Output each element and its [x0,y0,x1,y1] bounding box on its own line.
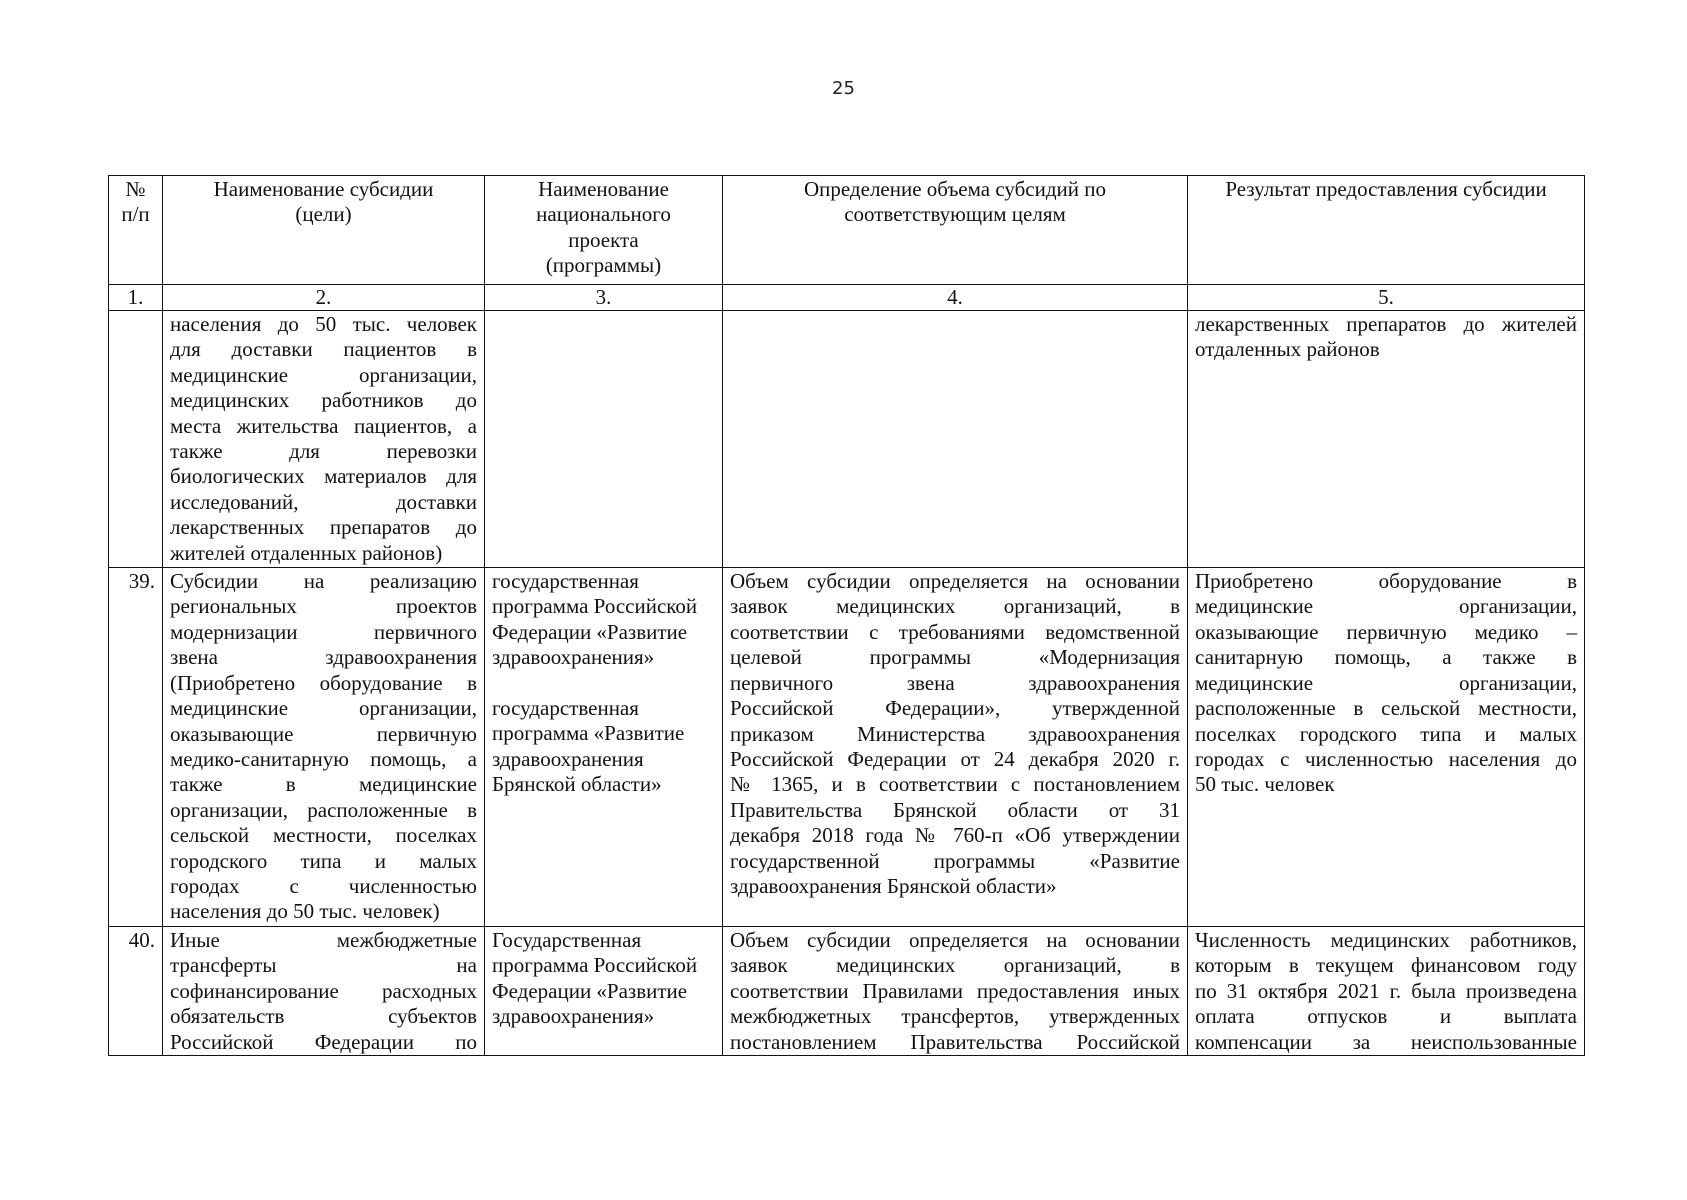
column-number: 3. [485,285,723,311]
text-line: 50 тыс. человек [1195,772,1335,797]
text-line: соответствующим целям [844,202,1066,227]
text-line: медицинские организации, [170,362,477,387]
text-line: декабря 2018 года № 760-п «Об утверждении [730,823,1180,848]
national-project-cell [485,568,723,927]
national-project-cell [485,311,723,568]
text-line: санитарную помощь, а также в [1195,645,1577,670]
text-line: межбюджетных трансфертов, утвержденных [730,1004,1180,1029]
column-number: 5. [1188,285,1585,311]
text-line: исследований, доставки [170,489,477,514]
text-line: Наименование [538,177,669,201]
text-line: соответствии Правилами предоставления иных [730,978,1180,1003]
text-line: проекта [568,227,639,252]
text-line: также в медицинские [170,772,477,797]
text-line: программа Российской [492,594,698,619]
text-line: Результат предоставления субсидии [1225,177,1547,201]
text-line: Объем субсидии определяется на основании [730,928,1180,953]
text-line: здравоохранения» [492,645,655,670]
text-line: медицинские организации, [1195,594,1577,619]
text-line: программа «Развитие [492,721,685,746]
text-line: расположенные в сельской местности, [1195,696,1577,721]
text-line: медико-санитарную помощь, а [170,746,477,771]
text-line: Российской Федерации по [170,1029,477,1054]
national-project-cell [485,927,723,1056]
text-line: национального [536,202,671,227]
text-line [492,671,715,696]
text-line: компенсации за неиспользованные [1195,1029,1577,1054]
text-line: государственной программы «Развитие [730,848,1180,873]
table-row [109,311,1585,568]
header-subsidy-name [163,176,485,285]
result-cell [1188,568,1585,927]
text-line: Определение объема субсидий по [803,177,1107,201]
subsidy-name-cell [163,568,485,927]
text-line: сельской местности, поселках [170,823,477,848]
text-line: здравоохранения [492,746,644,771]
text-line: звена здравоохранения [170,645,477,670]
text-line: Приобретено оборудование в [1195,569,1577,594]
text-line: медицинские организации, [1195,670,1577,695]
text-line: лекарственных препаратов до жителей [1195,312,1577,336]
row-number [109,311,163,568]
text-line: которым в текущем финансовом году [1195,953,1577,978]
text-line: лекарственных препаратов до [170,515,477,540]
text-line: медицинские организации, [170,696,477,721]
text-line: Наименование субсидии [213,177,434,201]
text-line: здравоохранения Брянской области» [730,873,1057,898]
text-line: Государственная [492,928,642,953]
text-line: государственная [492,569,639,594]
text-line: программа Российской [492,953,698,978]
text-line: оказывающие первичную медико – [1195,619,1577,644]
table-row [109,568,1585,927]
text-line: Субсидии на реализацию [170,569,477,594]
text-line: постановлением Правительства Российской [730,1029,1180,1054]
volume-definition-cell [723,568,1188,927]
text-line: городах с численностью [170,873,477,898]
column-number-row [109,285,1585,311]
text-line: места жительства пациентов, а [170,413,477,438]
row-number: 40. [109,927,163,1056]
text-line: медицинских работников до [170,388,477,413]
text-line: (Приобретено оборудование в [170,670,477,695]
text-line: здравоохранения» [492,1004,655,1029]
subsidy-name-cell [163,927,485,1056]
volume-definition-cell [723,927,1188,1056]
text-line: (программы) [545,253,662,278]
page-number: 25 [832,78,855,99]
table-header-row [109,176,1585,285]
text-line: Брянской области» [492,772,662,797]
text-line: № 1365, и в соответствии с постановлением [730,772,1180,797]
text-line: Федерации «Развитие [492,619,688,644]
text-line: для доставки пациентов в [170,337,477,362]
text-line: трансферты на [170,953,477,978]
text-line: населения до 50 тыс. человек [170,312,477,336]
text-line: соответствии с требованиями ведомственной [730,619,1180,644]
table-row [109,927,1585,1056]
column-number: 4. [723,285,1188,311]
text-line: региональных проектов [170,594,477,619]
header-number [109,176,163,285]
text-line: биологических материалов для [170,464,477,489]
text-line: обязательств субъектов [170,1004,477,1029]
header-result [1188,176,1585,285]
column-number: 1. [109,285,163,311]
text-line: приказом Министерства здравоохранения [730,721,1180,746]
text-line: Иные межбюджетные [170,928,477,953]
text-line: населения до 50 тыс. человек) [170,899,440,924]
text-line: государственная [492,696,639,721]
text-line: заявок медицинских организаций, в [730,594,1180,619]
result-cell [1188,311,1585,568]
text-line: также для перевозки [170,439,477,464]
text-line: целевой программы «Модернизация [730,645,1180,670]
text-line: заявок медицинских организаций, в [730,953,1180,978]
subsidy-name-cell [163,311,485,568]
text-line: Российской Федерации от 24 декабря 2020 г. [730,746,1180,771]
text-line: № [125,177,146,201]
text-line: модернизации первичного [170,619,477,644]
header-national-project [485,176,723,285]
text-line: Федерации «Развитие [492,978,688,1003]
text-line: оплата отпусков и выплата [1195,1004,1577,1029]
text-line: отдаленных районов [1195,337,1380,362]
volume-definition-cell [723,311,1188,568]
text-line: софинансирование расходных [170,978,477,1003]
text-line: Российской Федерации», утвержденной [730,696,1180,721]
subsidy-table [108,175,1585,1056]
text-line: п/п [121,202,150,227]
text-line: жителей отдаленных районов) [170,540,443,565]
result-cell [1188,927,1585,1056]
text-line: городах с численностью населения до [1195,746,1577,771]
text-line: городского типа и малых [170,848,477,873]
text-line: первичного звена здравоохранения [730,670,1180,695]
header-volume-definition [723,176,1188,285]
text-line: организации, расположенные в [170,797,477,822]
row-number: 39. [109,568,163,927]
text-line: по 31 октября 2021 г. была произведена [1195,978,1577,1003]
text-line: (цели) [295,202,352,227]
text-line: оказывающие первичную [170,721,477,746]
text-line: поселках городского типа и малых [1195,721,1577,746]
column-number: 2. [163,285,485,311]
text-line: Правительства Брянской области от 31 [730,797,1180,822]
text-line: Численность медицинских работников, [1195,928,1577,953]
text-line: Объем субсидии определяется на основании [730,569,1180,594]
